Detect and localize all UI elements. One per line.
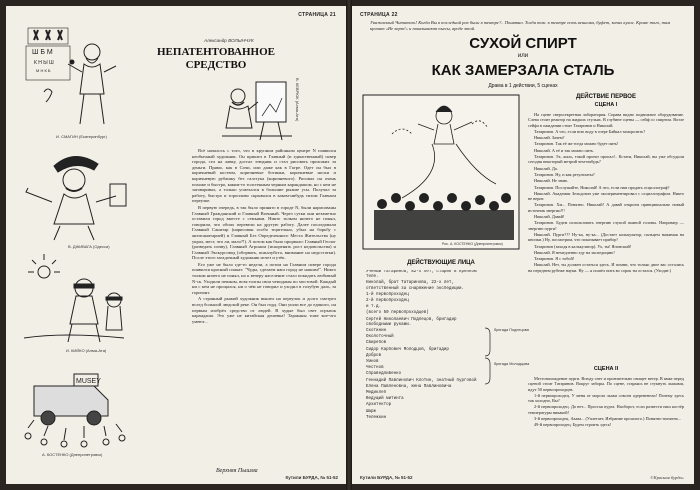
page-number: СТРАНИЦА 21 [298, 12, 336, 18]
painter-easel-illustration [212, 76, 298, 142]
scene-paragraph: Татаринов. Ну, и как результаты? [534, 171, 595, 177]
story-paragraph: В первую очередь, в так было принято в городе N, были нарисованы Главный Гражданский и Главный Военный. Через сутки они незаметно оставили город вместе с семьями. Никто толком ничего не понял, говорили, что обоих перевели на другую работу. Далее последовали Главный Санитар (нарисован особо тщательно, убыл на борьбу с антисанитарией) и Главный Без Определенного Места Жительства (ну украл, мест, что ли, мало?!). А потом как было прорвало: Главный Геолог (разведать почву), Главный Агроном (искоренять рост недовольства) и Главный Экскурсовод (оборвать, пожалуйста, внимание на недостатки). После этого загадочный художник исчез и утёк. [192, 204, 336, 261]
cast-entry: 2-й первопроходец [366, 299, 409, 304]
story-title: НЕПАТЕНТОВАННОЕ СРЕДСТВО [157, 46, 275, 71]
right-page [352, 6, 694, 484]
footer-issue: Кутили БУРДА, № 51-52 [285, 475, 338, 480]
play-title-1: СУХОЙ СПИРТ [469, 35, 577, 52]
cast-entry: Архитектор [366, 403, 392, 408]
footer-title: Верхняя Пышма [216, 468, 258, 474]
cast-entry: Шарж [366, 409, 377, 414]
cast-heading: ДЕЙСТВУЮЩИЕ ЛИЦА [407, 260, 475, 266]
scene-paragraph: Татаринов. Эх, жаль, такой проект пропал!.. Кстати, Николай, вы уже обсудили сегодня некоторый метрий чем-нибудь? [528, 154, 684, 165]
cast-entry: 1-й первопроходец [366, 292, 409, 297]
scene-paragraph: Николай. Да. [534, 165, 558, 171]
scene-paragraph: Татаринов. Так её же тогда можно будет пить! [534, 141, 619, 147]
story-paragraph: Его уже не было где-то недели, а потом на Главном сквере города появился красный плакат: "Чуды, сделаем наш город не нашим!". Никто толком ничего не понял, но к вечеру население стало покидать любимый N-ск. Уходили пешком, возя толпы свои чемоданы по мостовой. Каждый ни с кем не прощался, ни о чём не говорил и уходил в голубую даль, за горизонт. [192, 261, 336, 295]
scene-paragraph: Татаринов. А что, если всю воду в озере Байкал заморозить? [534, 128, 646, 134]
author-name: Александр ВОЛЫНЧУК [204, 38, 254, 43]
blindfold-cartoon [14, 250, 134, 346]
scene2-heading: СЦЕНА II [593, 366, 619, 372]
scene-paragraph: 2-й первопроходец. Да нет... Простая пурга. Наоборот, если развести наш костёр температуры никакой! [528, 404, 684, 415]
cartoon-caption: Рис. А. КОСТЕНКО (Днепропетровск) [442, 242, 503, 246]
cast-entry: и т.д. [366, 305, 382, 310]
signature-3: И. КИЙКО (Алма-Ата) [66, 348, 107, 353]
cast-entry: Тележкин [366, 415, 387, 420]
cast-entry: Елена Павленовна, жена Павлиновича [366, 384, 452, 389]
footer-issue: Кутили БУРДА, № 51-52 [360, 475, 413, 480]
svg-text:К Н Ы Ш: К Н Ы Ш [34, 60, 54, 66]
scene1-heading: СЦЕНА I [594, 102, 618, 108]
scene-paragraph: Николай. Я немедленно еду на экспедицию! [534, 249, 615, 255]
brigade-label-2: бригада Молодцова [494, 362, 530, 366]
scene-paragraph: 3-й первопроходец. Ааааа... (Уплетает, Избрание прошлого.) Понятно-понятно... [534, 416, 682, 422]
cast-entry: Умнов [366, 360, 379, 365]
cast-entry: Добров [366, 353, 382, 358]
painter-cartoon [14, 146, 134, 242]
intro-text: Уважаемый Читатель! Когда Вы в последний раз были в театре?.. Понятно. Тогда так: в театре есть вешалка, буфет, запах кулис. Кроме того, там кричат «Не верю!» и показывают пьесы, вроде этой. [370, 20, 671, 31]
cast-entry: Честнов [366, 366, 384, 371]
cast-entry: Ведущий митинга [366, 397, 404, 402]
cast-entry: Ученый Татаринов, 82-х лет, старик в крепком теле. [366, 270, 477, 280]
brigade-label-1: бригада Подлецова [494, 328, 529, 332]
scene2-text [528, 376, 684, 470]
story-paragraph: А странный рыжий художник вышел на переулок и долго смотрел вслед большой людской реке. Он был горд. Они ушли все до единого, он первым изобрёл средство от людей. В худые был свет огрызок карандаша. Это уже не китайская дешевка! Тараканы тоже кое-что умеют... [192, 296, 336, 324]
scene-paragraph: Татаринов. Я с тобой! [534, 256, 575, 262]
scene-paragraph: Николай. Давай! [534, 214, 565, 220]
eye-chart-cartoon [14, 22, 134, 134]
truck-cartoon [14, 356, 134, 450]
scene-paragraph: Местонахождение пурги. Всюду снег и пронзительно свищет ветер. В ямке перед сценой стоит Татаринов. Вокруг заборы. По сцене, стараясь не стукнуть лыжами, идут 50 первопроходцев. [528, 376, 684, 392]
scene-paragraph: 49-й первопроходец. Будем строить здесь! [534, 422, 612, 428]
cast-entry: Геннадий Павлинович Клотин, знатный пурговой [366, 378, 477, 383]
scene-paragraph: Николай. Пурги??? Ну-ка, ну-ка... (Достает калькулятор, пальцем нажимая на кнопки.) Ну, посмотрим, что показывает прибор! [528, 231, 684, 243]
cast-entry: (всего 50 первопроходцев) [366, 311, 429, 316]
scene-paragraph: Татаринов. Хм... Понятно. Николай! А давай откроем принципиально новый источник энергии!!! [528, 202, 684, 213]
play-title-or: или [517, 53, 529, 59]
page-number: СТРАНИЦА 22 [360, 12, 398, 18]
story-text [192, 148, 336, 466]
scene-paragraph: Татаринов (заходя в калькулятор). Ух, ты! Японский! [534, 243, 632, 249]
story-paragraph: Всё началось с того, что в крупном районном центре N появился необычный художник. Он пришел в Главный (и единственный) сквер города, сел на лавку, достал этюдник и стал рисовать прохожих за деньги. Прямо, как в Сочи, или даже как в Гагре. Одет он был в коричневый костюм, коричневые ботинки, коричневые носки и коричневую рубашку без галстука (коричневого). Рисовал он очень похоже и быстро, каким-то толстенным черным карандашом, но с кем не заговаривал, а только усмехался в большие рыжие усы. Получал за работу, быстро и торопливо скрывался в каком-нибудь тихом Главном переулке. [192, 148, 336, 204]
scene-paragraph: На сцене сверхсекретная лаборатория. Справа видно подвижное оборудование. Слева стоит реактор на жидких стульях. В глубине сцены — сейф со спиртом. Возле сейфа в ожидании стоят Татаринов и Николай. [528, 112, 684, 128]
signature-2: В. ДЖИВАГА (Одесса) [68, 244, 110, 249]
svg-text:MUSEY: MUSEY [76, 378, 101, 385]
scene-paragraph: Татаринов. Послушайте, Николай! А что, если нам продать осциллограф? [534, 184, 670, 190]
play-title-2: КАК ЗАМЕРЗАЛА СТАЛЬ [431, 62, 615, 79]
scene-paragraph: Николай. Зачем? [534, 135, 565, 141]
scene1-text [528, 112, 684, 364]
left-page [6, 6, 346, 484]
brigade-bracket [484, 326, 492, 386]
cast-entry: Свирепов [366, 341, 387, 346]
cast-entry: Околоточный [366, 335, 394, 340]
act-heading: ДЕЙСТВИЕ ПЕРВОЕ [576, 94, 636, 100]
vertical-caption: В. КЕВРЮК (Алма-Ата) [295, 78, 300, 122]
crowd-cartoon [362, 94, 520, 250]
cast-entry: Николай, брат Татаринова, 22-х лет, ответственный за снаряжение экспедиции. [366, 281, 465, 291]
cast-entry: Медиклеп [366, 391, 387, 396]
scene-paragraph: Николай. А её и так можно пить. [534, 147, 595, 153]
cast-entry: Сидор Карпович Молодцов, бригадир [366, 347, 449, 352]
cast-entry: Справедливенко [366, 372, 402, 377]
scene-paragraph: Николай. Не знаю. [534, 178, 569, 184]
signature-1: И. СМАГИН (Екатеринбург) [56, 134, 107, 139]
footer-credit: ©Красная бурда» [650, 475, 684, 480]
signature-4: А. КОСТЕНКО (Днепропетровск) [42, 452, 103, 457]
play-subtitle: Драма в 1 действии, 5 сценах [488, 83, 558, 89]
cast-list [366, 270, 484, 476]
svg-text:М Н К Б: М Н К Б [36, 68, 51, 73]
cast-entry: Сергей Николаевич Подлецов, бригадир свободными руками. [366, 317, 457, 327]
scene-paragraph: 1-й первопроходец. У меня от мороза лыжи совсем одеревенели! Почему здесь так холодно, Вы? [528, 392, 684, 404]
scene-paragraph: Николай. Академик Зельдович уже экспериментировал с осциллографом. Никто не верит. [528, 190, 684, 202]
scene-paragraph: Николай. Нет, ты должен остаться здесь. И помни, что только двое вас остались на переднем рубеже науки. Ну — я пошёл пить во сорок ты остался. (Уходит.) [528, 262, 684, 273]
cast-entry: Скотинин [366, 329, 387, 334]
svg-text:Ш Б М: Ш Б М [32, 49, 53, 56]
scene-paragraph: Татаринов. Будем использовать энергию глупой пьяной головы. Например — энергию пурги! [528, 220, 684, 231]
